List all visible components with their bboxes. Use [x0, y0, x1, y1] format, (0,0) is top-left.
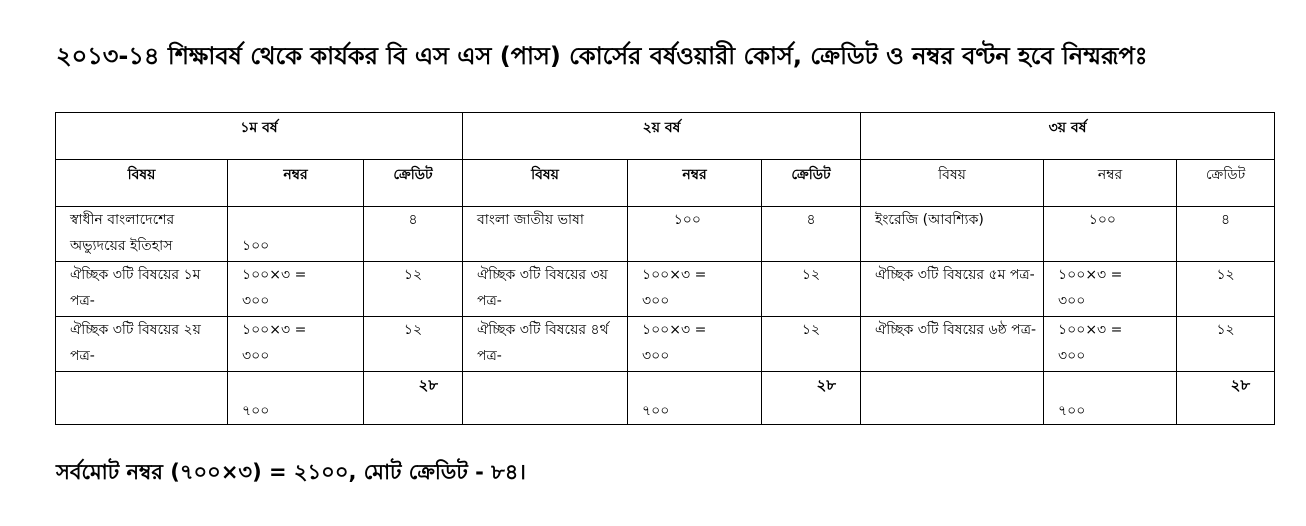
y1-r1-marks: ১০০	[242, 238, 270, 254]
y1-total-marks-cell	[228, 372, 364, 425]
table-row	[56, 207, 1275, 262]
y2-subject-header: বিষয়	[463, 160, 628, 207]
grand-total-summary: সর্বমোট নম্বর (৭০০×৩) = ২১০০, মোট ক্রেডিট - ৮৪।	[56, 460, 526, 484]
y3-r1-credit: ৪	[1177, 207, 1275, 262]
y2-r1-subject: বাংলা জাতীয় ভাষা	[463, 207, 628, 262]
y3-total-empty	[861, 372, 1044, 425]
y2-r2-marks-cell	[628, 262, 762, 317]
table-row	[56, 317, 1275, 372]
document-title: ২০১৩-১৪ শিক্ষাবর্ষ থেকে কার্যকর বি এস এস (পাস) কোর্সের বর্ষওয়ারী কোর্স, ক্রেডিট ও নম্বর বণ্টন হবে নিম্মরূপঃ	[56, 42, 1148, 70]
y2-total-empty	[463, 372, 628, 425]
y1-r1-marks-cell	[228, 207, 364, 262]
year-3-header: ৩য় বর্ষ	[861, 113, 1275, 160]
y3-credit-header: ক্রেডিট	[1177, 160, 1275, 207]
y3-r2-marks-b: ৩০০	[1058, 293, 1086, 309]
y3-total-credit: ২৮	[1177, 372, 1275, 425]
y1-r2-credit: ১২	[364, 262, 463, 317]
course-distribution-table	[55, 112, 1275, 425]
y1-credit-header: ক্রেডিট	[364, 160, 463, 207]
y2-r2-subject: ঐচ্ছিক ৩টি বিষয়ের ৩য় পত্র-	[463, 262, 628, 317]
y2-r2-credit: ১২	[762, 262, 861, 317]
y1-r3-credit: ১২	[364, 317, 463, 372]
y1-r3-subject: ঐচ্ছিক ৩টি বিষয়ের ২য় পত্র-	[56, 317, 228, 372]
y1-r2-marks-b: ৩০০	[242, 293, 270, 309]
y3-r3-marks-cell	[1044, 317, 1177, 372]
total-row	[56, 372, 1275, 425]
y3-r3-credit: ১২	[1177, 317, 1275, 372]
y3-marks-header: নম্বর	[1044, 160, 1177, 207]
y2-r3-marks-a: ১০০×৩ =	[642, 322, 707, 338]
column-header-row	[56, 160, 1275, 207]
y3-r2-marks-a: ১০০×৩ =	[1058, 267, 1123, 283]
y1-r1-subject: স্বাধীন বাংলাদেশের অভ্যুদয়ের ইতিহাস	[56, 207, 228, 262]
y2-total-credit: ২৮	[762, 372, 861, 425]
y1-r2-marks-a: ১০০×৩ =	[242, 267, 307, 283]
y2-total-marks-cell	[628, 372, 762, 425]
y2-r3-marks-cell	[628, 317, 762, 372]
y2-total-marks: ৭০০	[642, 403, 670, 419]
y1-r3-marks-cell	[228, 317, 364, 372]
y3-r1-subject: ইংরেজি (আবশ্যিক)	[861, 207, 1044, 262]
y1-total-empty	[56, 372, 228, 425]
y2-r3-subject: ঐচ্ছিক ৩টি বিষয়ের ৪র্থ পত্র-	[463, 317, 628, 372]
y3-total-marks-cell	[1044, 372, 1177, 425]
y3-r2-credit: ১২	[1177, 262, 1275, 317]
y2-r1-credit: ৪	[762, 207, 861, 262]
year-2-header: ২য় বর্ষ	[463, 113, 861, 160]
y1-r3-marks-a: ১০০×৩ =	[242, 322, 307, 338]
year-1-header: ১ম বর্ষ	[56, 113, 463, 160]
y3-r3-subject: ঐচ্ছিক ৩টি বিষয়ের ৬ষ্ঠ পত্র-	[861, 317, 1044, 372]
y3-subject-header: বিষয়	[861, 160, 1044, 207]
year-header-row	[56, 113, 1275, 160]
y1-subject-header: বিষয়	[56, 160, 228, 207]
y3-r3-marks-b: ৩০০	[1058, 348, 1086, 364]
y3-r2-marks-cell	[1044, 262, 1177, 317]
y3-r3-marks-a: ১০০×৩ =	[1058, 322, 1123, 338]
y2-r3-marks-b: ৩০০	[642, 348, 670, 364]
y2-r2-marks-a: ১০০×৩ =	[642, 267, 707, 283]
y1-r2-marks-cell	[228, 262, 364, 317]
y3-r2-subject: ঐচ্ছিক ৩টি বিষয়ের ৫ম পত্র-	[861, 262, 1044, 317]
y1-r1-credit: ৪	[364, 207, 463, 262]
table-row	[56, 262, 1275, 317]
y1-marks-header: নম্বর	[228, 160, 364, 207]
y1-r2-subject: ঐচ্ছিক ৩টি বিষয়ের ১ম পত্র-	[56, 262, 228, 317]
y2-r3-credit: ১২	[762, 317, 861, 372]
y3-r1-marks: ১০০	[1044, 207, 1177, 262]
y2-credit-header: ক্রেডিট	[762, 160, 861, 207]
y2-r2-marks-b: ৩০০	[642, 293, 670, 309]
y1-r3-marks-b: ৩০০	[242, 348, 270, 364]
y2-r1-marks: ১০০	[628, 207, 762, 262]
y3-total-marks: ৭০০	[1058, 403, 1086, 419]
y1-total-marks: ৭০০	[242, 403, 270, 419]
y1-total-credit: ২৮	[364, 372, 463, 425]
y2-marks-header: নম্বর	[628, 160, 762, 207]
